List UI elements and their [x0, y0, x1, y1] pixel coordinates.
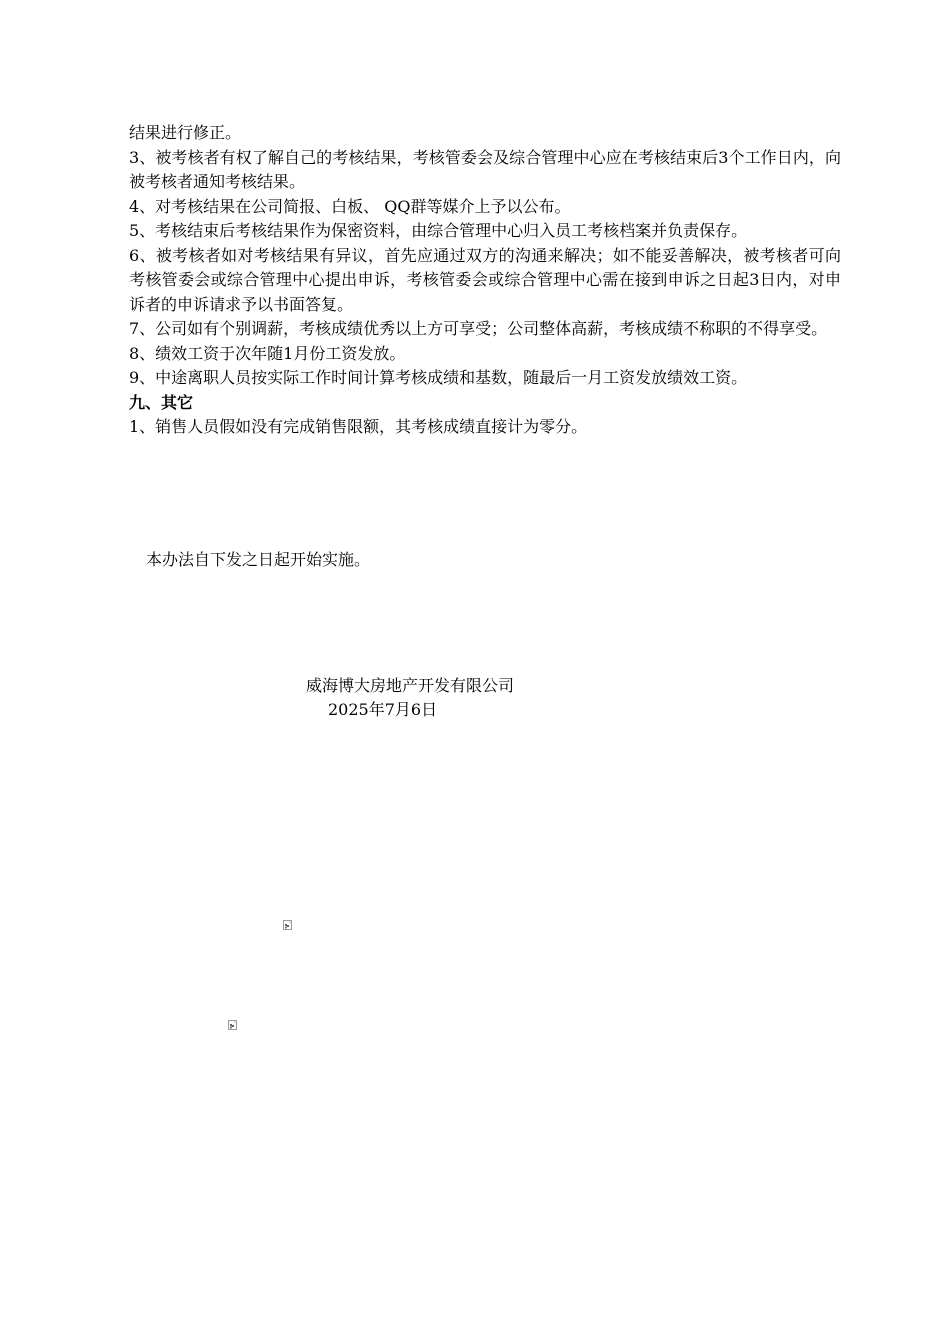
paragraph-item-6: 6、被考核者如对考核结果有异议，首先应通过双方的沟通来解决；如不能妥善解决，被考核者可向考核管委会或综合管理中心提出申诉，考核管委会或综合管理中心需在接到申诉之日起3日内，对申诉者的申诉请求予以书面答复。: [129, 245, 841, 314]
paragraph-item-8: 8、绩效工资于次年随1月份工资发放。: [129, 343, 406, 363]
paragraph-item-9: 9、中途离职人员按实际工作时间计算考核成绩和基数，随最后一月工资发放绩效工资。: [129, 368, 748, 387]
paragraph-item-3: 3、被考核者有权了解自己的考核结果，考核管委会及综合管理中心应在考核结束后3个工作日内，向被考核者通知考核结果。: [129, 147, 841, 191]
signature-company: 威海博大房地产开发有限公司: [306, 676, 515, 695]
broken-image-icon: [283, 920, 293, 930]
document-body: [129, 121, 841, 440]
signature-date: 2025年7月6日: [328, 700, 438, 719]
broken-image-icon: [228, 1020, 238, 1030]
section-item-1: 1、销售人员假如没有完成销售限额，其考核成绩直接计为零分。: [129, 417, 588, 436]
paragraph-continuation: 结果进行修正。: [129, 123, 242, 142]
section-heading: 九、其它: [129, 392, 194, 412]
paragraph-item-4: 4、对考核结果在公司简报、白板、 QQ群等媒介上予以公布。: [129, 196, 571, 216]
paragraph-item-5: 5、考核结束后考核结果作为保密资料，由综合管理中心归入员工考核档案并负责保存。: [129, 221, 748, 240]
closing-statement: 本办法自下发之日起开始实施。: [146, 550, 371, 569]
paragraph-item-7: 7、公司如有个别调薪，考核成绩优秀以上方可享受；公司整体高薪，考核成绩不称职的不得享受。: [129, 319, 828, 338]
